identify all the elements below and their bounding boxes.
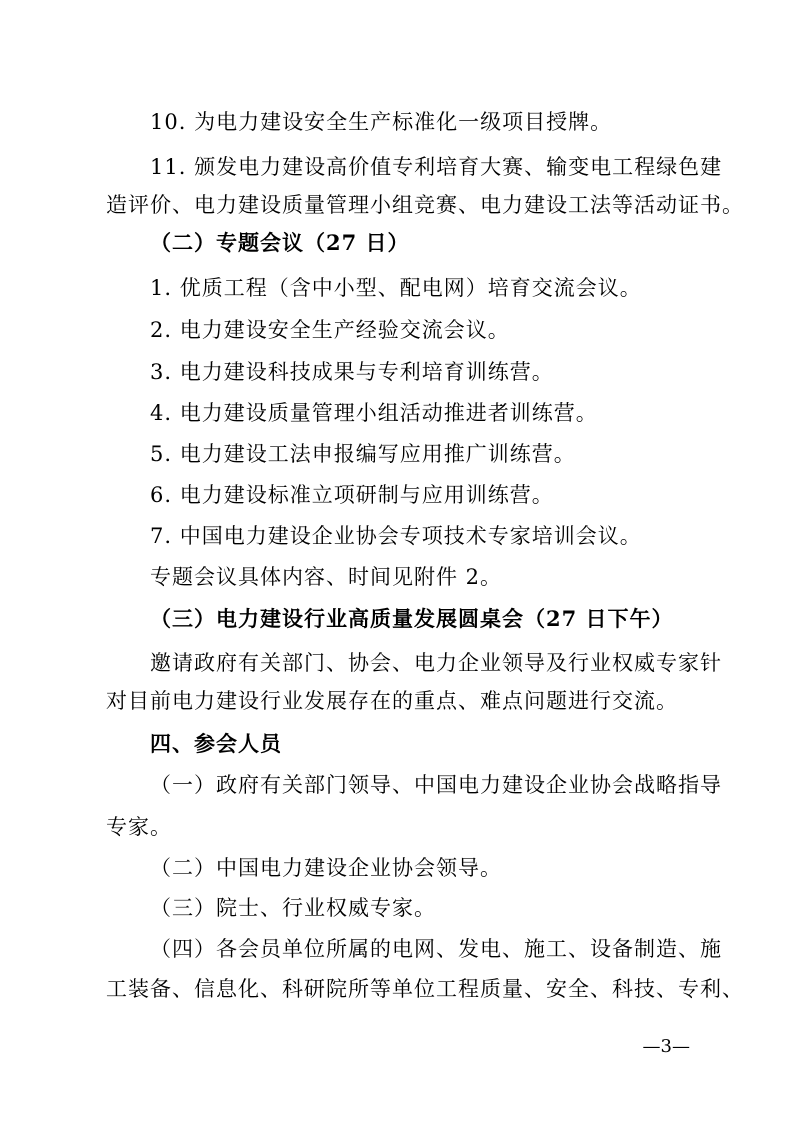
meeting-item-4: 4. 电力建设质量管理小组活动推进者训练营。	[150, 401, 598, 425]
meeting-item-1: 1. 优质工程（含中小型、配电网）培育交流会议。	[150, 276, 642, 300]
page-number: —3—	[642, 1036, 690, 1057]
attendee-item-4-continuation: 工装备、信息化、科研院所等单位工程质量、安全、科技、专利、	[106, 977, 744, 1001]
meeting-item-2: 2. 电力建设安全生产经验交流会议。	[150, 318, 510, 342]
section-heading-special-meetings: （二）专题会议（27 日）	[150, 230, 410, 255]
meeting-item-7: 7. 中国电力建设企业协会专项技术专家培训会议。	[150, 524, 642, 548]
meeting-details-note: 专题会议具体内容、时间见附件 2。	[150, 565, 503, 589]
meeting-item-5: 5. 电力建设工法申报编写应用推广训练营。	[150, 442, 576, 466]
meeting-item-6: 6. 电力建设标准立项研制与应用训练营。	[150, 483, 554, 507]
roundtable-text: 邀请政府有关部门、协会、电力企业领导及行业权威专家针	[150, 651, 722, 675]
item-10-text: 10. 为电力建设安全生产标准化一级项目授牌。	[150, 110, 613, 134]
roundtable-text-continuation: 对目前电力建设行业发展存在的重点、难点问题进行交流。	[106, 689, 678, 713]
attendee-item-1-continuation: 专家。	[106, 815, 172, 839]
attendee-item-3: （三）院士、行业权威专家。	[150, 896, 436, 920]
meeting-item-3: 3. 电力建设科技成果与专利培育训练营。	[150, 360, 554, 384]
section-heading-attendees: 四、参会人员	[150, 731, 282, 756]
attendee-item-1: （一）政府有关部门领导、中国电力建设企业协会战略指导	[150, 773, 722, 797]
item-11-continuation: 造评价、电力建设质量管理小组竞赛、电力建设工法等活动证书。	[106, 193, 744, 217]
attendee-item-2: （二）中国电力建设企业协会领导。	[150, 856, 502, 880]
section-heading-roundtable: （三）电力建设行业高质量发展圆桌会（27 日下午）	[150, 606, 674, 631]
attendee-item-4: （四）各会员单位所属的电网、发电、施工、设备制造、施	[150, 937, 722, 961]
item-11-text: 11. 颁发电力建设高价值专利培育大赛、输变电工程绿色建	[150, 155, 723, 179]
